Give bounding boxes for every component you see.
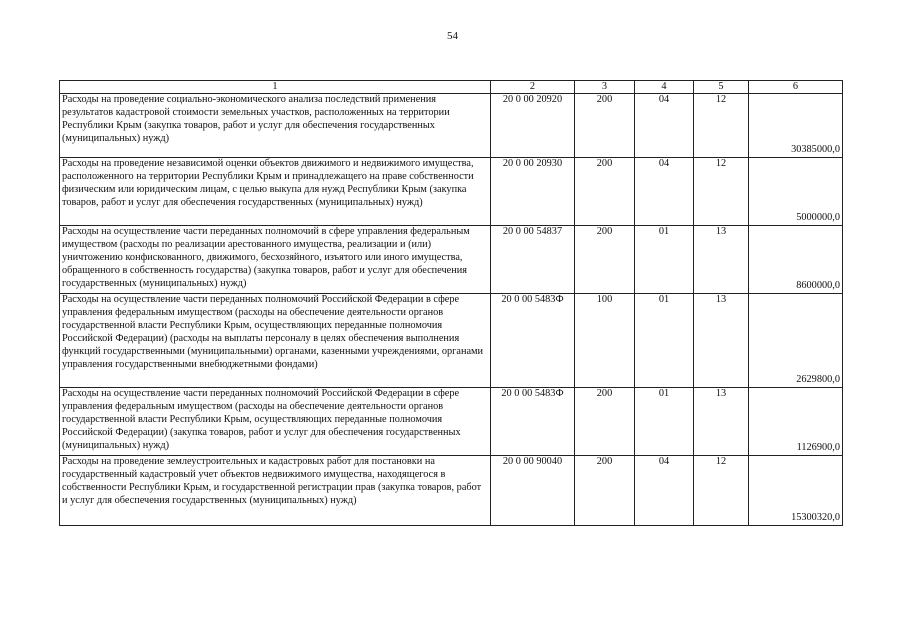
row-description: Расходы на проведение землеустроительных и кадастровых работ для постановки на государственный кадастровый учет объектов недвижимого имущества, находящегося в собственности Республики Крым, и государственной регистрации прав (закупка товаров, работ и услуг для обеспечения государственных (муниципальных) нужд) bbox=[60, 456, 491, 526]
row-col3: 200 bbox=[575, 158, 635, 226]
page-number: 54 bbox=[447, 30, 458, 42]
row-description: Расходы на осуществление части переданных полномочий Российской Федерации в сфере управления федеральным имуществом (расходы на обеспечение деятельности органов государственной власти Республики Крым, осуществляющих переданные полномочия Российской Федерации) (закупка товаров, работ и услуг для обеспечения государственных (муниципальных) нужд) bbox=[60, 388, 491, 456]
table-header-row bbox=[60, 81, 843, 94]
row-col4: 01 bbox=[635, 294, 694, 388]
row-col4: 04 bbox=[635, 158, 694, 226]
row-col3: 200 bbox=[575, 94, 635, 158]
row-col5: 13 bbox=[694, 388, 749, 456]
table-row bbox=[60, 94, 843, 158]
row-col4: 01 bbox=[635, 388, 694, 456]
row-col3: 200 bbox=[575, 226, 635, 294]
row-code: 20 0 00 20920 bbox=[491, 94, 575, 158]
row-description: Расходы на осуществление части переданных полномочий в сфере управления федеральным имуществом (расходы по реализации арестованного имущества, реализации и (или) уничтожению конфискованного, движимого, бесхозяйного, изъятого или иного имущества, обращенного в собственность государства) (закупка товаров, работ и услуг для обеспечения государственных (муниципальных) нужд) bbox=[60, 226, 491, 294]
header-cell: 6 bbox=[749, 81, 843, 94]
row-col3: 100 bbox=[575, 294, 635, 388]
row-code: 20 0 00 90040 bbox=[491, 456, 575, 526]
row-code: 20 0 00 20930 bbox=[491, 158, 575, 226]
header-cell: 5 bbox=[694, 81, 749, 94]
header-cell: 2 bbox=[491, 81, 575, 94]
row-code: 20 0 00 5483Ф bbox=[491, 388, 575, 456]
table-row bbox=[60, 226, 843, 294]
row-amount: 8600000,0 bbox=[749, 226, 843, 294]
row-col5: 12 bbox=[694, 94, 749, 158]
row-amount: 30385000,0 bbox=[749, 94, 843, 158]
header-cell: 4 bbox=[635, 81, 694, 94]
row-description: Расходы на проведение независимой оценки объектов движимого и недвижимого имущества, расположенного на территории Республики Крым и принадлежащего на праве собственности физическим или юридическим лицам, с целью выкупа для нужд Республики Крым (закупка товаров, работ и услуг для обеспечения государственных (муниципальных) нужд) bbox=[60, 158, 491, 226]
row-amount: 1126900,0 bbox=[749, 388, 843, 456]
row-description: Расходы на осуществление части переданных полномочий Российской Федерации в сфере управления федеральным имуществом (расходы на обеспечение деятельности органов государственной власти Республики Крым, осуществляющих переданные полномочия Российской Федерации) (расходы на выплаты персоналу в целях обеспечения выполнения функций государственными (муниципальными) органами, казенными учреждениями, органами управления государственными внебюджетными фондами) bbox=[60, 294, 491, 388]
row-col3: 200 bbox=[575, 456, 635, 526]
row-code: 20 0 00 5483Ф bbox=[491, 294, 575, 388]
row-description: Расходы на проведение социально-экономического анализа последствий применения результатов кадастровой стоимости земельных участков, расположенных на территории Республики Крым (закупка товаров, работ и услуг для обеспечения государственных (муниципальных) нужд) bbox=[60, 94, 491, 158]
row-col4: 01 bbox=[635, 226, 694, 294]
header-cell: 1 bbox=[60, 81, 491, 94]
row-amount: 15300320,0 bbox=[749, 456, 843, 526]
row-amount: 2629800,0 bbox=[749, 294, 843, 388]
row-col5: 13 bbox=[694, 294, 749, 388]
row-col5: 13 bbox=[694, 226, 749, 294]
row-col5: 12 bbox=[694, 158, 749, 226]
row-col4: 04 bbox=[635, 94, 694, 158]
row-col5: 12 bbox=[694, 456, 749, 526]
row-col4: 04 bbox=[635, 456, 694, 526]
row-amount: 5000000,0 bbox=[749, 158, 843, 226]
table-row bbox=[60, 158, 843, 226]
table-row bbox=[60, 388, 843, 456]
table-row bbox=[60, 456, 843, 526]
row-col3: 200 bbox=[575, 388, 635, 456]
header-cell: 3 bbox=[575, 81, 635, 94]
budget-table bbox=[59, 80, 843, 526]
row-code: 20 0 00 54837 bbox=[491, 226, 575, 294]
table-row bbox=[60, 294, 843, 388]
